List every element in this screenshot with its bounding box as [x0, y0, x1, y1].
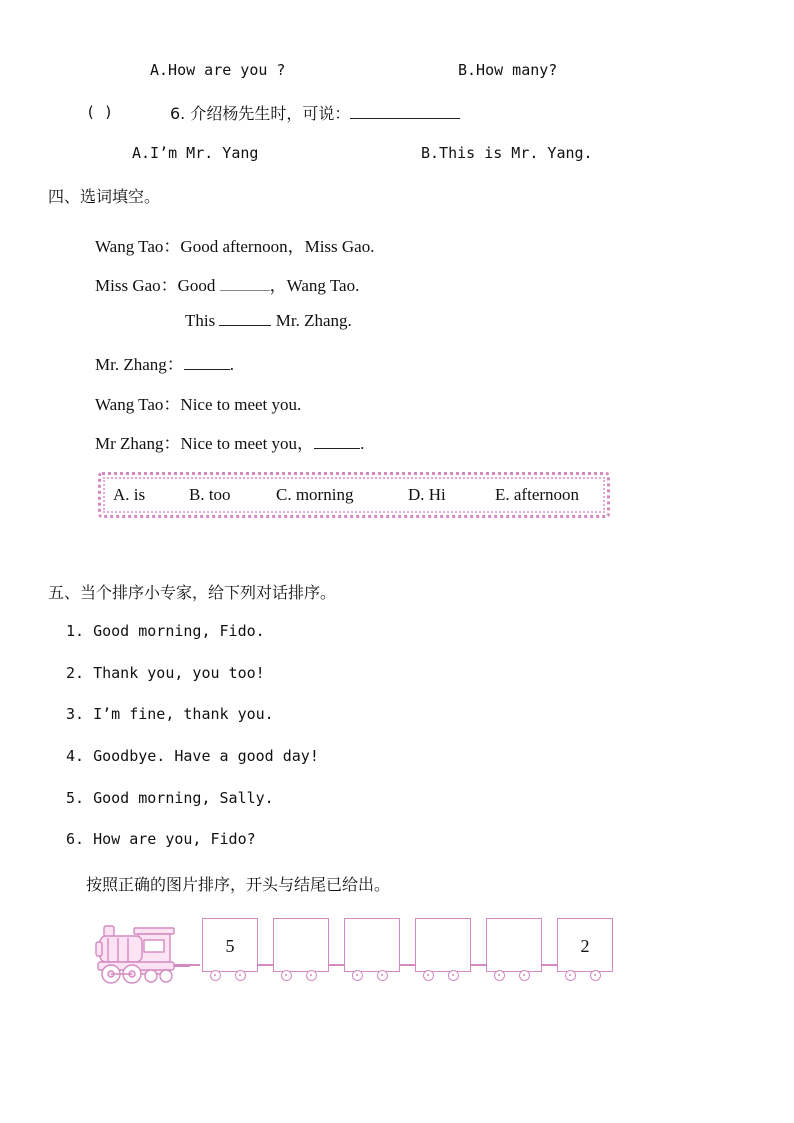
dialog-line-2-end: ，Wang Tao. — [269, 276, 360, 295]
order-item-1: 1. Good morning, Fido. — [66, 622, 265, 640]
wheel-icon — [423, 970, 434, 981]
choice-a: A. is — [113, 485, 146, 504]
train-car-2[interactable] — [273, 918, 329, 972]
train-car-1-number: 5 — [225, 936, 235, 956]
order-item-3: 3. I’m fine, thank you. — [66, 705, 274, 723]
dialog-blank-1[interactable] — [220, 276, 270, 291]
dialog-line-2-start: Miss Gao：Good — [95, 276, 216, 295]
dialog-line-4-end: . — [229, 355, 235, 374]
choice-b: B. too — [189, 485, 231, 504]
wheel-icon — [448, 970, 459, 981]
dialog-line-6-start: Mr Zhang：Nice to meet you， — [95, 434, 315, 453]
dialog-line-6-end: . — [360, 434, 365, 453]
train-coupler — [542, 964, 557, 966]
wheel-icon — [235, 970, 246, 981]
wheel-icon — [210, 970, 221, 981]
train-car-4[interactable] — [415, 918, 471, 972]
train-car-5[interactable] — [486, 918, 542, 972]
train-coupler — [471, 964, 486, 966]
q6-answer-blank[interactable] — [350, 104, 460, 119]
dialog-line-5: Wang Tao：Nice to meet you. — [95, 395, 302, 414]
order-item-6: 6. How are you, Fido? — [66, 830, 256, 848]
q6-question-text: 6. 介绍杨先生时，可说： — [170, 104, 351, 123]
dialog-blank-2[interactable] — [219, 311, 271, 326]
order-item-4: 4. Goodbye. Have a good day! — [66, 747, 319, 765]
order-item-2: 2. Thank you, you too! — [66, 664, 265, 682]
train-engine-icon — [94, 918, 190, 984]
q5-option-b: B.How many? — [458, 61, 558, 79]
order-item-5: 5. Good morning, Sally. — [66, 789, 274, 807]
wheel-icon — [281, 970, 292, 981]
dialog-blank-4[interactable] — [314, 434, 360, 449]
q6-answer-paren[interactable]: ( ) — [86, 103, 114, 121]
q5-option-a: A.How are you ? — [150, 61, 286, 79]
wheel-icon — [590, 970, 601, 981]
wheel-icon — [377, 970, 388, 981]
q6-question — [170, 101, 460, 124]
dialog-line-1: Wang Tao：Good afternoon，Miss Gao. — [95, 237, 375, 256]
wheel-icon — [519, 970, 530, 981]
q6-option-a: A.I’m Mr. Yang — [132, 144, 259, 162]
dialog-line-4 — [95, 350, 234, 375]
choice-c: C. morning — [276, 485, 354, 504]
dialog-line-3-start: This — [185, 311, 216, 330]
train-coupler — [258, 964, 273, 966]
train-car-6[interactable] — [557, 918, 613, 972]
train-coupler — [180, 964, 200, 966]
wheel-icon — [352, 970, 363, 981]
dialog-line-4-start: Mr. Zhang： — [95, 355, 184, 374]
train-car-6-number: 2 — [580, 936, 590, 956]
train-car-3[interactable] — [344, 918, 400, 972]
dialog-line-3 — [185, 311, 352, 331]
dialog-line-3-end: Mr. Zhang. — [275, 311, 352, 330]
section5-heading: 五、当个排序小专家，给下列对话排序。 — [48, 583, 337, 602]
choice-d: D. Hi — [408, 485, 446, 504]
dialog-line-2 — [95, 271, 359, 296]
train-coupler — [400, 964, 415, 966]
q6-option-b: B.This is Mr. Yang. — [421, 144, 593, 162]
word-choices-box — [98, 472, 610, 518]
choice-e: E. afternoon — [495, 485, 580, 504]
section5-instruction: 按照正确的图片排序，开头与结尾已给出。 — [86, 875, 391, 894]
wheel-icon — [494, 970, 505, 981]
dialog-blank-3[interactable] — [184, 355, 230, 370]
train-coupler — [329, 964, 344, 966]
dialog-line-6 — [95, 429, 364, 454]
train-car-1[interactable] — [202, 918, 258, 972]
wheel-icon — [306, 970, 317, 981]
section4-heading: 四、选词填空。 — [48, 187, 161, 206]
wheel-icon — [565, 970, 576, 981]
